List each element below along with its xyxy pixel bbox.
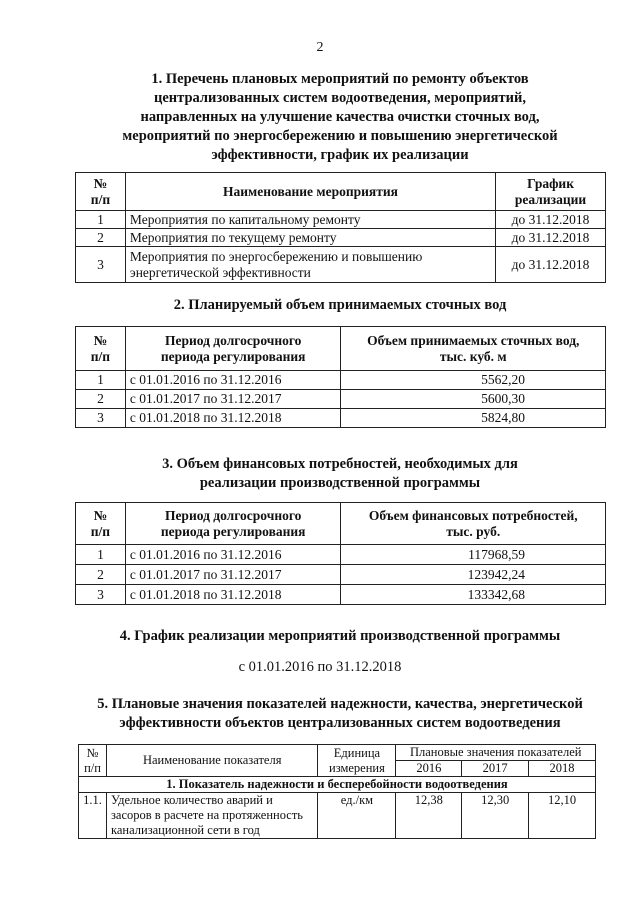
row-date: до 31.12.2018 xyxy=(496,229,606,247)
header-plan: Плановые значения показателей xyxy=(396,745,596,761)
header-year-2017: 2017 xyxy=(462,761,529,777)
table-subsection-row xyxy=(79,777,596,793)
header-unit: Единица измерения xyxy=(318,745,396,777)
section1-heading-line: централизованных систем водоотведения, мероприятий, xyxy=(154,90,526,106)
row-name: Мероприятия по капитальному ремонту xyxy=(125,211,495,229)
table-header-row xyxy=(76,503,606,545)
table-row xyxy=(76,247,606,283)
table-row xyxy=(76,211,606,229)
header-value: Объем финансовых потребностей, тыс. руб. xyxy=(341,503,606,545)
header-num: № п/п xyxy=(76,327,126,371)
section5-heading-line: эффективности объектов централизованных систем водоотведения xyxy=(119,715,561,731)
row-value: 133342,68 xyxy=(341,585,606,605)
section4-heading: 4. График реализации мероприятий производственной программы xyxy=(119,628,561,644)
section1-heading xyxy=(60,70,620,165)
section2-heading: 2. Планируемый объем принимаемых сточных вод xyxy=(173,297,507,313)
header-name: Наименование показателя xyxy=(106,745,317,777)
row-period: с 01.01.2018 по 31.12.2018 xyxy=(125,585,341,605)
table-row xyxy=(76,371,606,390)
row-value: 5600,30 xyxy=(341,390,606,409)
header-num: № п/п xyxy=(79,745,107,777)
row-date: до 31.12.2018 xyxy=(496,247,606,283)
section1-table xyxy=(75,172,606,283)
section2-table xyxy=(75,326,606,428)
row-unit: ед./км xyxy=(318,793,396,839)
header-year-2018: 2018 xyxy=(529,761,596,777)
section1-heading-line: мероприятий по энергосбережению и повышению энергетической xyxy=(122,128,558,144)
row-value: 5562,20 xyxy=(341,371,606,390)
header-value: Объем принимаемых сточных вод, тыс. куб. м xyxy=(341,327,606,371)
row-date: до 31.12.2018 xyxy=(496,211,606,229)
row-num: 3 xyxy=(76,247,126,283)
row-name: Удельное количество аварий и засоров в расчете на протяженность канализационной сети в год xyxy=(106,793,317,839)
row-num: 3 xyxy=(76,585,126,605)
row-name: Мероприятия по текущему ремонту xyxy=(125,229,495,247)
row-name: Мероприятия по энергосбережению и повышению энергетической эффективности xyxy=(125,247,495,283)
table-header-row xyxy=(76,173,606,211)
row-period: с 01.01.2016 по 31.12.2016 xyxy=(125,545,341,565)
row-num: 2 xyxy=(76,229,126,247)
row-period: с 01.01.2017 по 31.12.2017 xyxy=(125,565,341,585)
header-name: Наименование мероприятия xyxy=(125,173,495,211)
row-num: 3 xyxy=(76,409,126,428)
section5-table xyxy=(78,744,596,839)
row-num: 1.1. xyxy=(79,793,107,839)
row-value: 123942,24 xyxy=(341,565,606,585)
table-row xyxy=(76,229,606,247)
row-value: 117968,59 xyxy=(341,545,606,565)
section3-heading-line: реализации производственной программы xyxy=(199,475,481,491)
header-year-2016: 2016 xyxy=(396,761,462,777)
row-num: 2 xyxy=(76,565,126,585)
table-header-row xyxy=(79,745,596,761)
row-num: 1 xyxy=(76,371,126,390)
table-row xyxy=(76,585,606,605)
row-period: с 01.01.2016 по 31.12.2016 xyxy=(125,371,341,390)
table-row xyxy=(76,565,606,585)
section3-table xyxy=(75,502,606,605)
subsection-title: 1. Показатель надежности и бесперебойности водоотведения xyxy=(79,777,596,793)
section5-heading-line: 5. Плановые значения показателей надежности, качества, энергетической xyxy=(97,696,583,712)
header-period: Период долгосрочного периода регулирования xyxy=(125,503,341,545)
section5-heading xyxy=(40,695,640,733)
row-num: 1 xyxy=(76,211,126,229)
section3-heading xyxy=(60,455,620,493)
header-period: Период долгосрочного периода регулирования xyxy=(125,327,341,371)
header-num: № п/п xyxy=(76,173,126,211)
table-header-row xyxy=(76,327,606,371)
row-value-2018: 12,10 xyxy=(529,793,596,839)
section1-heading-line: направленных на улучшение качества очистки сточных вод, xyxy=(140,109,540,125)
row-value-2017: 12,30 xyxy=(462,793,529,839)
section1-heading-line: 1. Перечень плановых мероприятий по ремонту объектов xyxy=(151,71,529,87)
row-period: с 01.01.2018 по 31.12.2018 xyxy=(125,409,341,428)
table-row xyxy=(79,793,596,839)
section4-period: с 01.01.2016 по 31.12.2018 xyxy=(238,659,402,675)
header-schedule: График реализации xyxy=(496,173,606,211)
table-row xyxy=(76,545,606,565)
section3-heading-line: 3. Объем финансовых потребностей, необходимых для xyxy=(162,456,518,472)
row-value: 5824,80 xyxy=(341,409,606,428)
header-num: № п/п xyxy=(76,503,126,545)
page-number: 2 xyxy=(316,40,324,55)
table-row xyxy=(76,409,606,428)
row-num: 1 xyxy=(76,545,126,565)
table-row xyxy=(76,390,606,409)
row-num: 2 xyxy=(76,390,126,409)
row-period: с 01.01.2017 по 31.12.2017 xyxy=(125,390,341,409)
section1-heading-line: эффективности, график их реализации xyxy=(211,147,469,163)
row-value-2016: 12,38 xyxy=(396,793,462,839)
